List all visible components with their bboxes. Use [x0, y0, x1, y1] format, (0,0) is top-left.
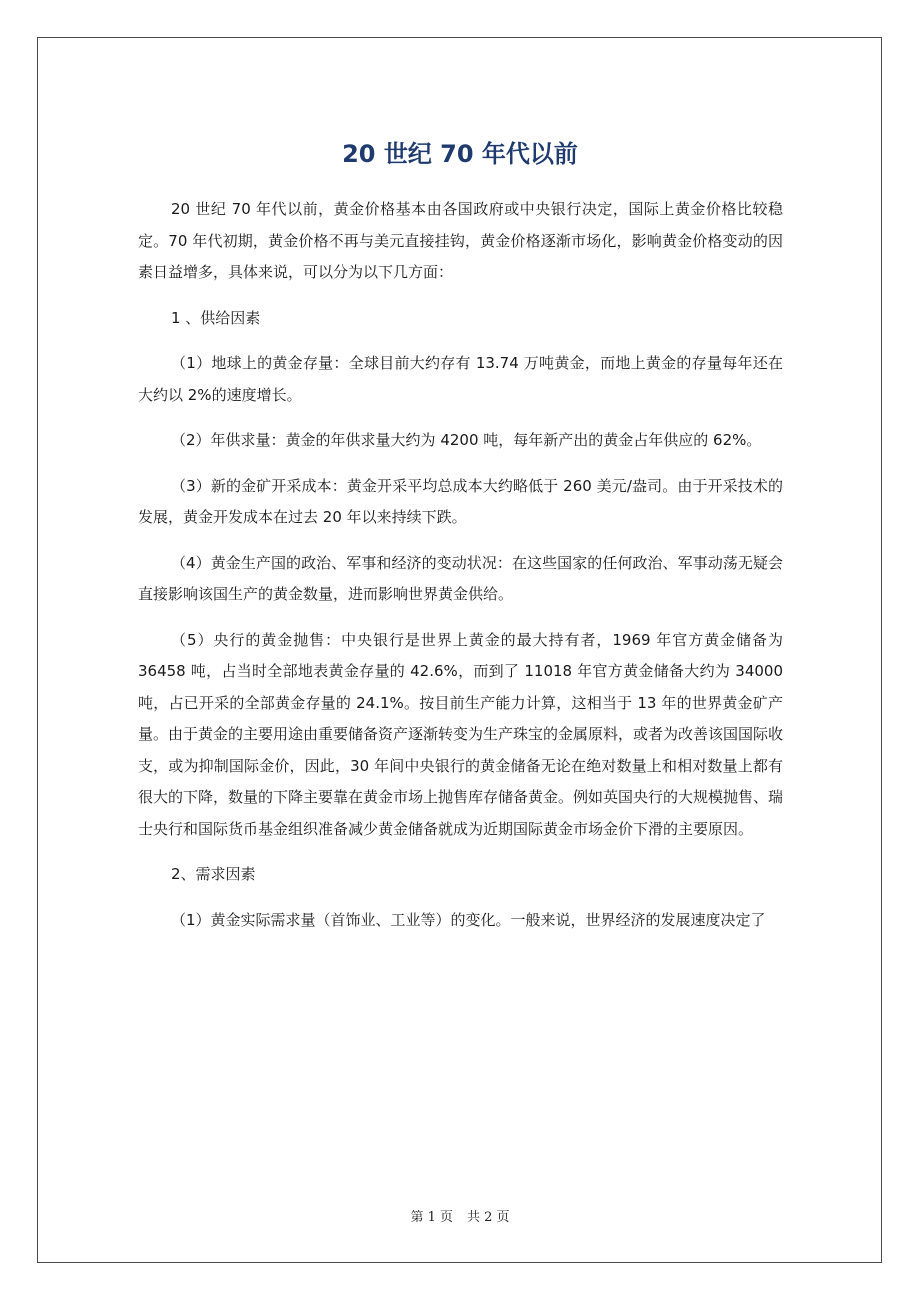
- page-footer: [0, 1206, 920, 1225]
- paragraph-central-bank-sales: （5）央行的黄金抛售：中央银行是世界上黄金的最大持有者，1969 年官方黄金储备为 36458 吨，占当时全部地表黄金存量的 42.6%，而到了 11018 年官方黄金储备大约为 34000 吨，占已开采的全部黄金存量的 24.1%。按目前生产能力计算，这相当于 13 年的世界黄金矿产量。由于黄金的主要用途由重要储备资产逐渐转变为生产珠宝的金属原料，或者为改善该国国际收支，或为抑制国际金价，因此，30 年间中央银行的黄金储备无论在绝对数量上和相对数量上都有很大的下降，数量的下降主要靠在黄金市场上抛售库存储备黄金。例如英国央行的大规模抛售、瑞士央行和国际货币基金组织准备减少黄金储备就成为近期国际黄金市场金价下滑的主要原因。: [138, 630, 784, 838]
- section-heading-supply: 1 、供给因素: [171, 308, 261, 327]
- paragraph-annual-supply: （2）年供求量：黄金的年供求量大约为 4200 吨，每年新产出的黄金占年供应的 62%。: [171, 431, 762, 449]
- document-body: [138, 194, 783, 950]
- total-pages: 共 2 页: [467, 1210, 510, 1225]
- document-title: 20 世纪 70 年代以前: [342, 140, 578, 169]
- paragraph-intro: 20 世纪 70 年代以前，黄金价格基本由各国政府或中央银行决定，国际上黄金价格比较稳定。70 年代初期，黄金价格不再与美元直接挂钩，黄金价格逐渐市场化，影响黄金价格变动的因素日益增多，具体来说，可以分为以下几方面：: [138, 200, 783, 281]
- paragraph-producer-politics: （4）黄金生产国的政治、军事和经济的变动状况：在这些国家的任何政治、军事动荡无疑会直接影响该国生产的黄金数量，进而影响世界黄金供给。: [138, 553, 783, 603]
- paragraph-gold-stock: （1）地球上的黄金存量：全球目前大约存有 13.74 万吨黄金，而地上黄金的存量每年还在大约以 2%的速度增长。: [138, 354, 783, 404]
- section-heading-demand: 2、需求因素: [171, 865, 256, 883]
- paragraph-actual-demand: （1）黄金实际需求量（首饰业、工业等）的变化。一般来说，世界经济的发展速度决定了: [171, 910, 766, 929]
- page-number: 第 1 页: [410, 1210, 453, 1225]
- paragraph-mining-cost: （3）新的金矿开采成本：黄金开采平均总成本大约略低于 260 美元/盎司。由于开采技术的发展，黄金开发成本在过去 20 年以来持续下跌。: [138, 476, 783, 526]
